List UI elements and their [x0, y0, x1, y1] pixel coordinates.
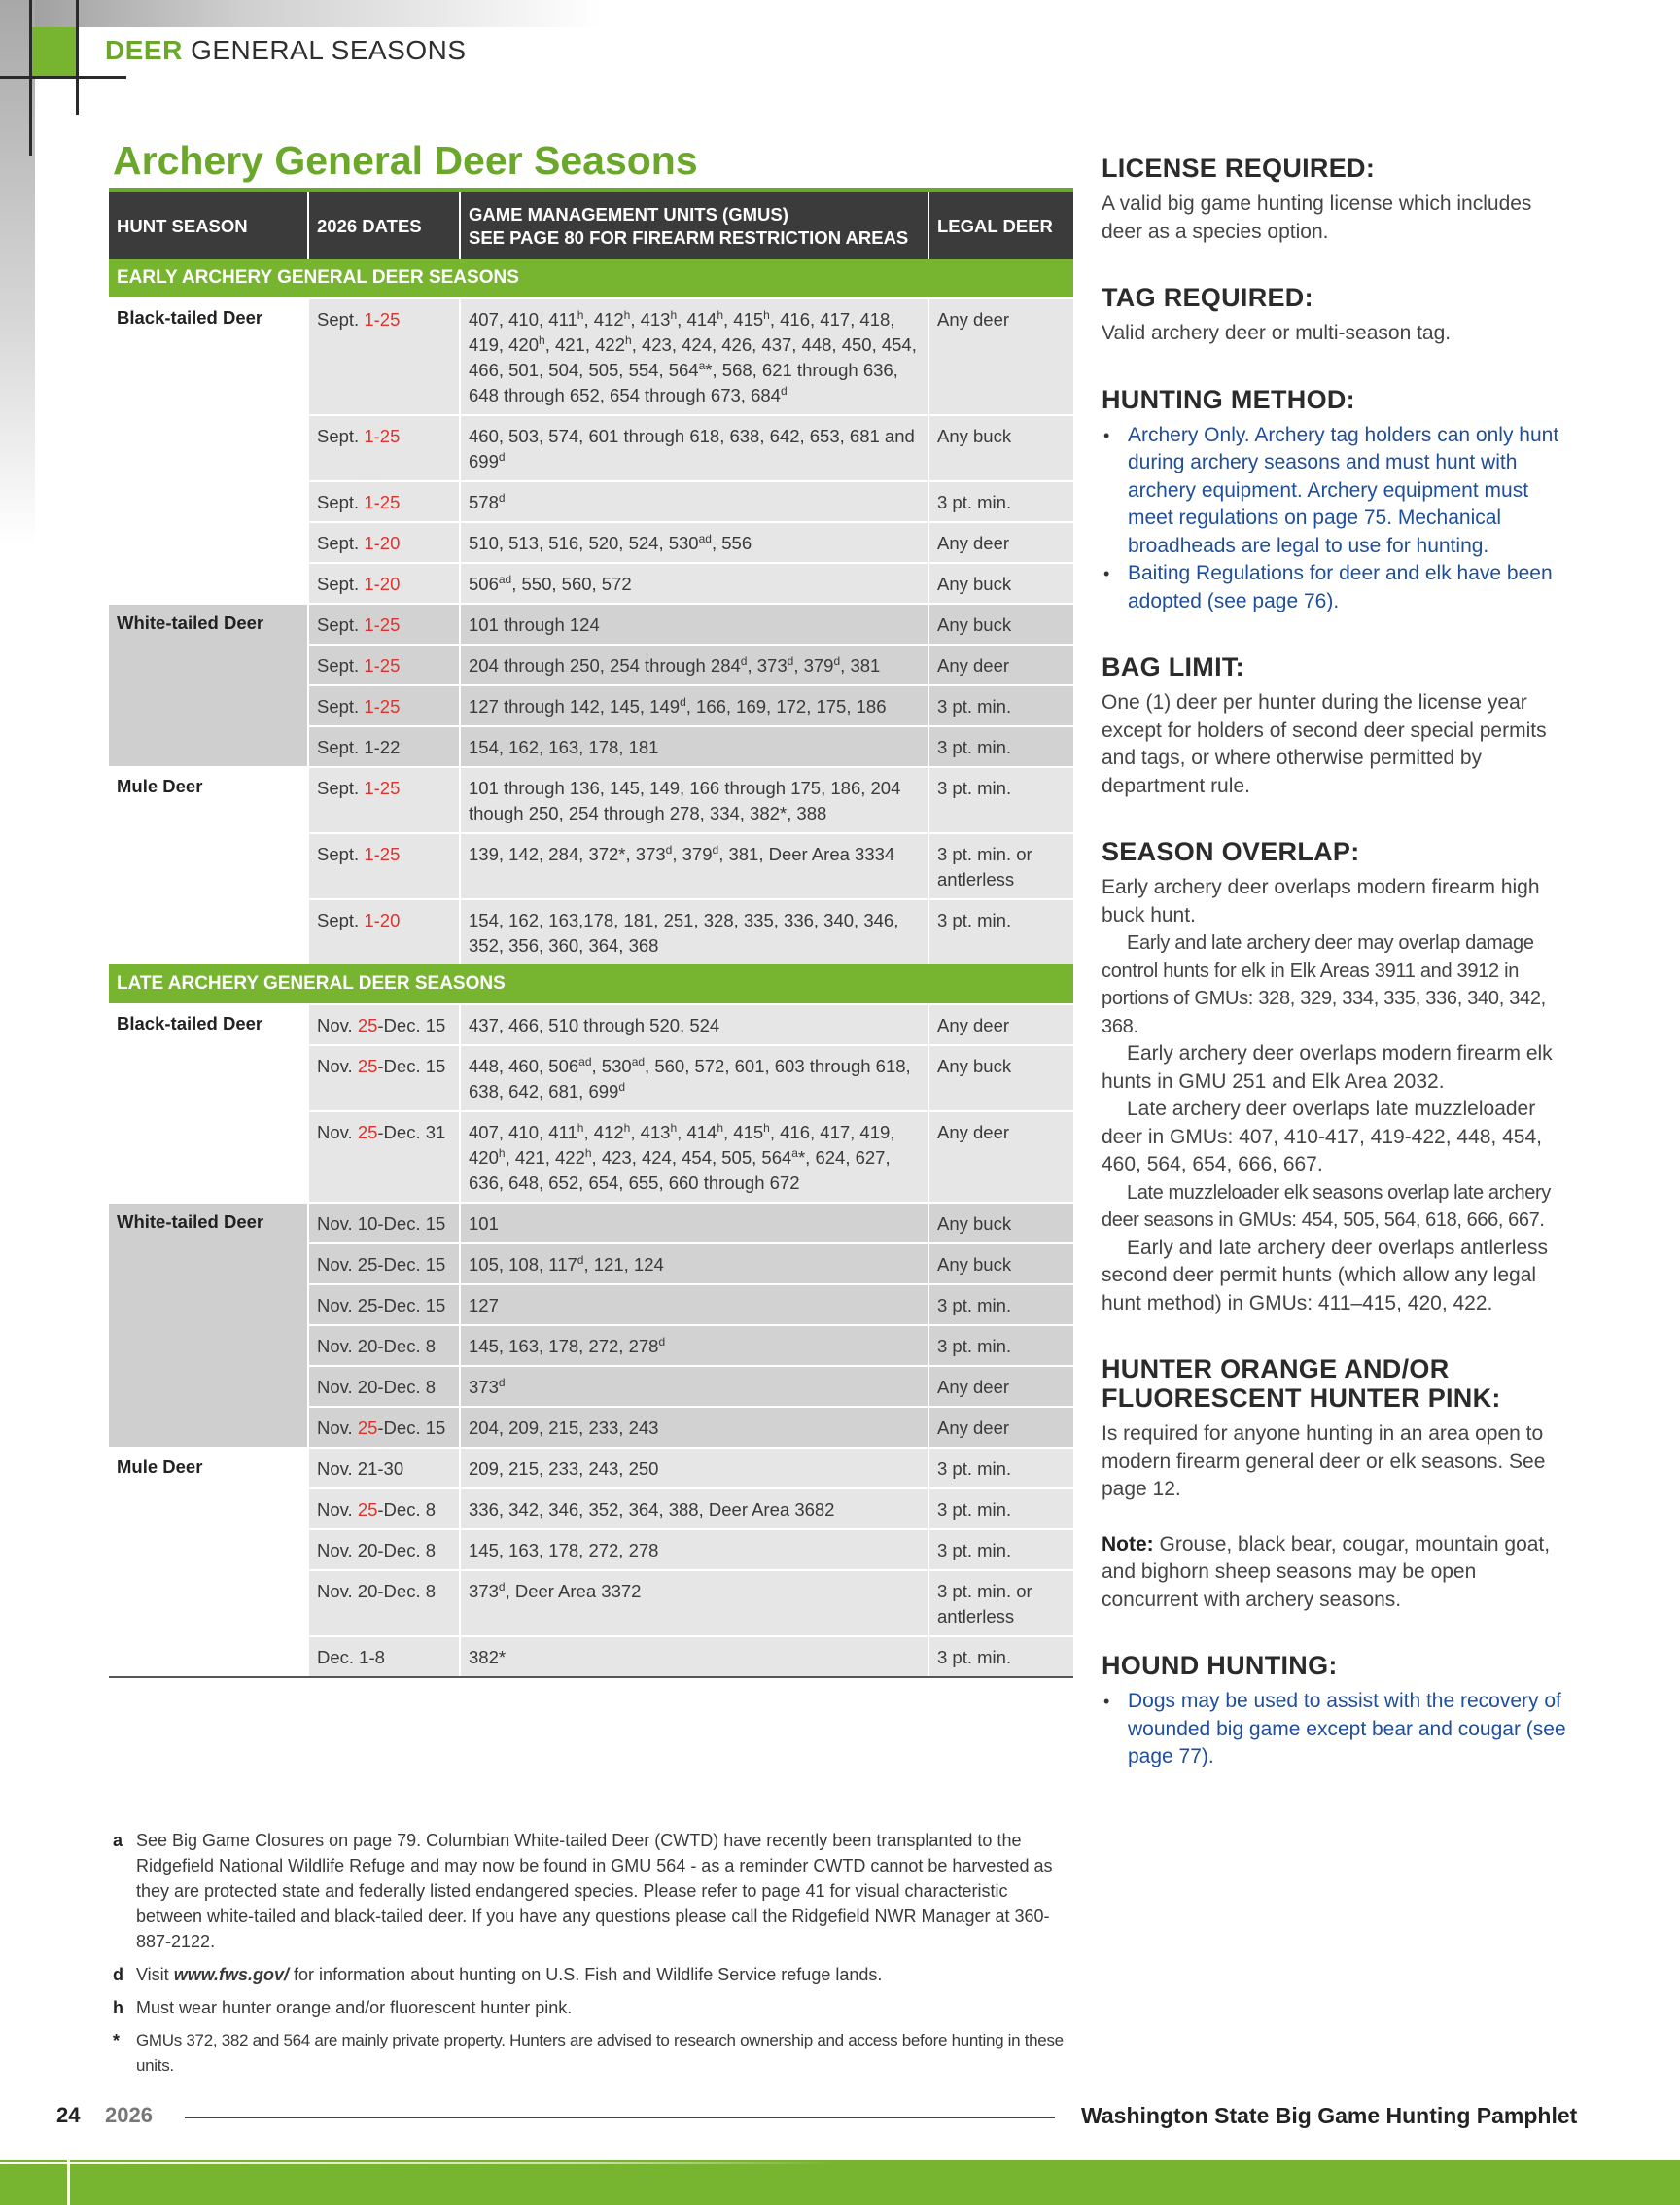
footer-title: Washington State Big Game Hunting Pamphlet	[1081, 2103, 1578, 2128]
legal-cell: Any buck	[928, 1046, 1073, 1110]
date-cell	[307, 1046, 459, 1110]
date-text: Sept.	[317, 910, 365, 930]
date-text: Nov.	[317, 1015, 358, 1035]
method-heading: HUNTING METHOD:	[1102, 384, 1355, 414]
table-row	[307, 1204, 1073, 1244]
date-text: Nov. 20-Dec. 8	[317, 1581, 437, 1601]
date-highlight: 1-25	[364, 492, 401, 512]
legal-cell: Any buck	[928, 564, 1073, 603]
date-cell	[307, 1005, 459, 1044]
date-text: Sept.	[317, 492, 365, 512]
legal-cell: 3 pt. min.	[928, 482, 1073, 521]
gmu-cell: 105, 108, 117$^d$, 121, 124	[459, 1244, 928, 1283]
footnote	[113, 1828, 1075, 1954]
date-text: -Dec. 31	[377, 1122, 446, 1142]
footnote-rest: for information about hunting on U.S. Fish and Wildlife Service refuge lands.	[289, 1965, 883, 1984]
date-cell	[307, 1244, 459, 1283]
footnote	[113, 2028, 1075, 2079]
date-cell	[307, 768, 459, 832]
gmu-cell: 101 through 136, 145, 149, 166 through 175, 186, 204 though 250, 254 through 278, 334, 382*, 388	[459, 768, 928, 832]
gmu-cell: 382*	[459, 1637, 928, 1676]
table-row	[307, 686, 1073, 727]
species-group	[109, 1202, 1073, 1447]
bag-block	[1102, 652, 1576, 800]
species-label: Mule Deer	[109, 768, 307, 964]
table-row	[307, 727, 1073, 766]
footnote-key: a	[113, 1831, 123, 1850]
overlap-para: Early archery deer overlaps modern firearm elk hunts in GMU 251 and Elk Area 2032.	[1102, 1042, 1553, 1093]
date-text: Nov. 20-Dec. 8	[317, 1336, 437, 1356]
green-corner-square	[31, 27, 76, 78]
gmu-cell: 101	[459, 1204, 928, 1242]
sidebar	[1102, 154, 1576, 1808]
legal-cell: Any buck	[928, 416, 1073, 480]
table-row	[307, 1449, 1073, 1489]
date-cell	[307, 1285, 459, 1324]
date-highlight: 1-25	[364, 614, 401, 635]
table-row	[307, 1489, 1073, 1530]
species-label: Mule Deer	[109, 1449, 307, 1676]
table-row	[307, 564, 1073, 603]
gmu-cell: 437, 466, 510 through 520, 524	[459, 1005, 928, 1044]
date-highlight: 1-20	[364, 910, 401, 930]
footer-bar-divider	[67, 2160, 70, 2205]
gmu-cell: 145, 163, 178, 272, 278	[459, 1530, 928, 1569]
date-text: Dec. 1-8	[317, 1647, 385, 1667]
footnote-pre: Visit	[136, 1965, 174, 1984]
date-cell	[307, 299, 459, 414]
overlap-heading: SEASON OVERLAP:	[1102, 837, 1360, 866]
column-header	[459, 192, 928, 259]
date-text: Sept.	[317, 426, 365, 446]
column-header-line: GAME MANAGEMENT UNITS (GMUS)	[469, 204, 788, 225]
date-cell	[307, 1449, 459, 1488]
orange-text: Is required for anyone hunting in an area open to modern firearm general deer or elk seasons. See page 12.	[1102, 1422, 1546, 1500]
date-cell	[307, 564, 459, 603]
footer-year: 2026	[105, 2103, 153, 2127]
footnote-text	[136, 1962, 1075, 1987]
license-heading: LICENSE REQUIRED:	[1102, 154, 1376, 183]
date-highlight: 1-25	[364, 426, 401, 446]
date-cell	[307, 523, 459, 562]
date-cell	[307, 1112, 459, 1202]
date-cell	[307, 727, 459, 766]
date-highlight: 1-20	[364, 574, 401, 594]
corner-line	[76, 0, 79, 115]
date-cell	[307, 1204, 459, 1242]
species-group	[109, 1003, 1073, 1202]
section-header	[105, 35, 467, 66]
section-header-accent: DEER	[105, 35, 183, 65]
table-row	[307, 1367, 1073, 1408]
legal-cell: Any deer	[928, 1112, 1073, 1202]
date-text: Nov. 10-Dec. 15	[317, 1213, 446, 1234]
gmu-cell: 127	[459, 1285, 928, 1324]
hound-list	[1102, 1688, 1576, 1771]
date-cell	[307, 1326, 459, 1365]
date-cell	[307, 416, 459, 480]
date-text: Sept.	[317, 655, 365, 676]
column-header: HUNT SEASON	[109, 192, 307, 259]
method-block	[1102, 385, 1576, 616]
date-text: Sept.	[317, 696, 365, 717]
date-highlight: 1-25	[364, 778, 401, 798]
date-cell	[307, 1571, 459, 1635]
table-row	[307, 1005, 1073, 1046]
date-highlight: 1-25	[364, 844, 401, 864]
fws-link[interactable]: www.fws.gov/	[173, 1965, 290, 1984]
date-text: Sept.	[317, 533, 365, 553]
gmu-cell: 139, 142, 284, 372*, 373$^d$, 379$^d$, 381, Deer Area 3334	[459, 834, 928, 898]
note-label: Note:	[1102, 1532, 1154, 1556]
method-item[interactable]: • Archery Only. Archery tag holders can only hunt during archery seasons and must hunt with archery equipment. Archery equipment must meet regulations on page 75. Mechanical broadheads are legal to use for hunting.	[1102, 422, 1576, 561]
date-text: -Dec. 15	[377, 1418, 446, 1438]
gmu-cell: $506^{ad}$, 550, 560, 572	[459, 564, 928, 603]
table-row	[307, 1408, 1073, 1447]
legal-cell: Any deer	[928, 523, 1073, 562]
table-row	[307, 768, 1073, 834]
species-group	[109, 766, 1073, 964]
column-header-line: SEE PAGE 80 FOR FIREARM RESTRICTION AREAS	[469, 228, 909, 248]
tag-block	[1102, 283, 1576, 348]
date-highlight: 25	[357, 1499, 378, 1520]
date-cell	[307, 605, 459, 644]
date-text: Sept.	[317, 309, 365, 330]
overlap-block	[1102, 837, 1576, 1317]
legal-cell: 3 pt. min.	[928, 1285, 1073, 1324]
legal-cell: Any buck	[928, 1244, 1073, 1283]
date-text: Nov. 25-Dec. 15	[317, 1254, 446, 1275]
gmu-cell: 209, 215, 233, 243, 250	[459, 1449, 928, 1488]
page-number: 24	[56, 2103, 81, 2127]
date-highlight: 1-25	[364, 696, 401, 717]
date-cell	[307, 1489, 459, 1528]
species-label: White-tailed Deer	[109, 605, 307, 766]
table-bottom-rule	[109, 1676, 1073, 1678]
overlap-para: Late muzzleloader elk seasons overlap late archery deer seasons in GMUs: 454, 505, 564, 618, 666, 667.	[1102, 1181, 1551, 1231]
legal-cell: 3 pt. min.	[928, 768, 1073, 832]
table-row	[307, 1285, 1073, 1326]
table-row	[307, 605, 1073, 646]
date-highlight: 1-20	[364, 533, 401, 553]
footnote-text: See Big Game Closures on page 79. Columbian White-tailed Deer (CWTD) have recently been transplanted to the Ridgefield National Wildlife Refuge and may now be found in GMU 564 - as a reminder CWTD cannot be harvested as they are protected state and federally listed endangered species. Please refer to page 41 for visual characteristic between white-tailed and black-tailed deer. If you have any questions please call the Ridgefield NWR Manager at 360-887-2122.	[136, 1831, 1053, 1951]
footnote-key: *	[113, 2031, 121, 2050]
legal-cell: 3 pt. min.	[928, 686, 1073, 725]
footer-bar-line	[0, 2162, 836, 2164]
date-cell	[307, 646, 459, 684]
method-list	[1102, 422, 1576, 616]
table-row	[307, 416, 1073, 482]
table-row	[307, 646, 1073, 686]
date-text: -Dec. 15	[377, 1056, 446, 1076]
table-row	[307, 1112, 1073, 1202]
gmu-cell: 407, 410, 411$^h$, 412$^h$, 413$^h$, 414$^h$, 415$^h$, 416, 417, 419, 420$^h$, 421, 422$^h$, 423, 424, 454, 505, 564$^a$*, 624, 627, 636, 648, 652, 654, 655, 660 through 672	[459, 1112, 928, 1202]
date-cell	[307, 1408, 459, 1447]
date-text: Nov.	[317, 1418, 358, 1438]
date-highlight: 25	[357, 1418, 378, 1438]
footer-bar	[0, 2160, 1680, 2205]
gmu-cell: 154, 162, 163,178, 181, 251, 328, 335, 336, 340, 346, 352, 356, 360, 364, 368	[459, 900, 928, 964]
corner-line	[0, 76, 126, 79]
page-title: Archery General Deer Seasons	[113, 138, 698, 183]
species-group	[109, 1447, 1073, 1676]
season-table	[109, 192, 1073, 1678]
bag-text: One (1) deer per hunter during the license year except for holders of second deer special permits and tags, or where otherwise permitted by department rule.	[1102, 691, 1547, 797]
date-text: -Dec. 15	[377, 1015, 446, 1035]
date-text: Nov. 21-30	[317, 1458, 404, 1479]
date-cell	[307, 1637, 459, 1676]
legal-cell: 3 pt. min. or antlerless	[928, 834, 1073, 898]
footnotes	[113, 1828, 1075, 2086]
date-cell	[307, 834, 459, 898]
footnote	[113, 1962, 1075, 1987]
gmu-cell: 373$^d$	[459, 1367, 928, 1406]
date-cell	[307, 1530, 459, 1569]
table-body	[109, 259, 1073, 1676]
table-row	[307, 1571, 1073, 1637]
gmu-cell: 154, 162, 163, 178, 181	[459, 727, 928, 766]
date-text: Nov.	[317, 1122, 358, 1142]
date-highlight: 1-25	[364, 309, 401, 330]
date-text: Nov. 25-Dec. 15	[317, 1295, 446, 1315]
legal-cell: Any deer	[928, 299, 1073, 414]
date-text: Sept.	[317, 614, 365, 635]
date-highlight: 25	[357, 1056, 378, 1076]
table-header	[109, 192, 1073, 259]
gmu-cell: 460, 503, 574, 601 through 618, 638, 642, 653, 681 and 699$^d$	[459, 416, 928, 480]
table-row	[307, 299, 1073, 416]
gmu-cell: 407, 410, 411$^h$, 412$^h$, 413$^h$, 414$^h$, 415$^h$, 416, 417, 418, 419, 420$^h$, 421, 422$^h$, 423, 424, 426, 437, 448, 450, 454, 466, 501, 504, 505, 554, 564$^a$*, 568, 621 through 636, 648 through 652, 654 through 673, 684$^d$	[459, 299, 928, 414]
hound-item[interactable]: • Dogs may be used to assist with the recovery of wounded big game except bear and cougar (see page 77).	[1102, 1688, 1576, 1771]
bag-heading: BAG LIMIT:	[1102, 652, 1244, 682]
legal-cell: 3 pt. min. or antlerless	[928, 1571, 1073, 1635]
table-row	[307, 834, 1073, 900]
legal-cell: 3 pt. min.	[928, 1449, 1073, 1488]
section-label: LATE ARCHERY GENERAL DEER SEASONS	[109, 964, 1073, 1003]
species-label: Black-tailed Deer	[109, 299, 307, 603]
table-row	[307, 1530, 1073, 1571]
legal-cell: Any deer	[928, 1367, 1073, 1406]
species-group	[109, 298, 1073, 603]
table-row	[307, 1244, 1073, 1285]
date-text: Sept. 1-22	[317, 737, 401, 757]
tag-text: Valid archery deer or multi-season tag.	[1102, 322, 1452, 344]
date-text: Sept.	[317, 574, 365, 594]
overlap-para: Early archery deer overlaps modern firearm high buck hunt.	[1102, 876, 1540, 927]
license-block	[1102, 154, 1576, 246]
overlap-para: Late archery deer overlaps late muzzleloader deer in GMUs: 407, 410-417, 419-422, 448, 454, 460, 564, 654, 666, 667.	[1102, 1098, 1542, 1175]
date-highlight: 1-25	[364, 655, 401, 676]
footnote-key: h	[113, 1998, 123, 2017]
legal-cell: Any buck	[928, 605, 1073, 644]
legal-cell: 3 pt. min.	[928, 1489, 1073, 1528]
date-text: Sept.	[317, 778, 365, 798]
hound-heading: HOUND HUNTING:	[1102, 1651, 1338, 1680]
gmu-cell: 373$^d$, Deer Area 3372	[459, 1571, 928, 1635]
date-cell	[307, 1367, 459, 1406]
orange-note	[1102, 1531, 1576, 1615]
table-row	[307, 1046, 1073, 1112]
license-text: A valid big game hunting license which includes deer as a species option.	[1102, 192, 1532, 243]
corner-decoration	[0, 0, 603, 27]
footnote	[113, 1995, 1075, 2020]
section-label: EARLY ARCHERY GENERAL DEER SEASONS	[109, 259, 1073, 298]
table-row	[307, 1326, 1073, 1367]
legal-cell: 3 pt. min.	[928, 900, 1073, 964]
species-label: Black-tailed Deer	[109, 1005, 307, 1202]
gmu-cell: 127 through 142, 145, 149$^d$, 166, 169, 172, 175, 186	[459, 686, 928, 725]
legal-cell: 3 pt. min.	[928, 727, 1073, 766]
footnote-key: d	[113, 1965, 123, 1984]
legal-cell: 3 pt. min.	[928, 1326, 1073, 1365]
footer-rule	[185, 2117, 1055, 2118]
legal-cell: Any deer	[928, 1005, 1073, 1044]
date-text: Nov. 20-Dec. 8	[317, 1377, 437, 1397]
orange-heading: HUNTER ORANGE AND/OR FLUORESCENT HUNTER PINK:	[1102, 1354, 1501, 1413]
column-header: 2026 DATES	[307, 192, 459, 259]
date-text: -Dec. 8	[377, 1499, 437, 1520]
footnote-text: GMUs 372, 382 and 564 are mainly private property. Hunters are advised to research ownership and access before hunting in these units.	[136, 2031, 1064, 2075]
overlap-para: Early and late archery deer overlaps antlerless second deer permit hunts (which allow any legal hunt method) in GMUs: 411–415, 420, 422.	[1102, 1236, 1549, 1314]
date-cell	[307, 900, 459, 964]
legal-cell: Any deer	[928, 646, 1073, 684]
legal-cell: Any buck	[928, 1204, 1073, 1242]
hound-block	[1102, 1651, 1576, 1771]
gmu-cell: 336, 342, 346, 352, 364, 388, Deer Area 3682	[459, 1489, 928, 1528]
date-text: Nov. 20-Dec. 8	[317, 1540, 437, 1560]
gmu-cell: 204, 209, 215, 233, 243	[459, 1408, 928, 1447]
column-header: LEGAL DEER	[928, 192, 1073, 259]
gmu-cell: 145, 163, 178, 272, 278$^d$	[459, 1326, 928, 1365]
table-row	[307, 482, 1073, 523]
date-text: Nov.	[317, 1499, 358, 1520]
title-rule	[109, 188, 1073, 192]
note-text: Grouse, black bear, cougar, mountain goat, and bighorn sheep seasons may be open concurrent with archery seasons.	[1102, 1532, 1551, 1611]
date-highlight: 25	[357, 1122, 378, 1142]
legal-cell: Any deer	[928, 1408, 1073, 1447]
method-item[interactable]: • Baiting Regulations for deer and elk have been adopted (see page 76).	[1102, 560, 1576, 615]
legal-cell: 3 pt. min.	[928, 1530, 1073, 1569]
gmu-cell: 448, 460, $506^{ad}$, $530^{ad}$, 560, 572, 601, 603 through 618, 638, 642, 681, 699$^d$	[459, 1046, 928, 1110]
table-row	[307, 523, 1073, 564]
species-label: White-tailed Deer	[109, 1204, 307, 1447]
tag-heading: TAG REQUIRED:	[1102, 283, 1313, 312]
gmu-cell: 204 through 250, 254 through 284$^d$, 373$^d$, 379$^d$, 381	[459, 646, 928, 684]
gmu-cell: 101 through 124	[459, 605, 928, 644]
gmu-cell: 510, 513, 516, 520, 524, $530^{ad}$, 556	[459, 523, 928, 562]
species-group	[109, 603, 1073, 766]
date-cell	[307, 686, 459, 725]
date-text: Sept.	[317, 844, 365, 864]
orange-block	[1102, 1354, 1576, 1614]
date-highlight: 25	[357, 1015, 378, 1035]
footnote-text: Must wear hunter orange and/or fluorescent hunter pink.	[136, 1998, 573, 2017]
date-text: Nov.	[317, 1056, 358, 1076]
table-row	[307, 1637, 1073, 1676]
table-row	[307, 900, 1073, 964]
overlap-para: Early and late archery deer may overlap damage control hunts for elk in Elk Areas 3911 and 3912 in portions of GMUs: 328, 329, 334, 335, 336, 340, 342, 368.	[1102, 932, 1546, 1037]
gmu-cell: 578$^d$	[459, 482, 928, 521]
date-cell	[307, 482, 459, 521]
section-header-text: GENERAL SEASONS	[182, 35, 467, 65]
legal-cell: 3 pt. min.	[928, 1637, 1073, 1676]
